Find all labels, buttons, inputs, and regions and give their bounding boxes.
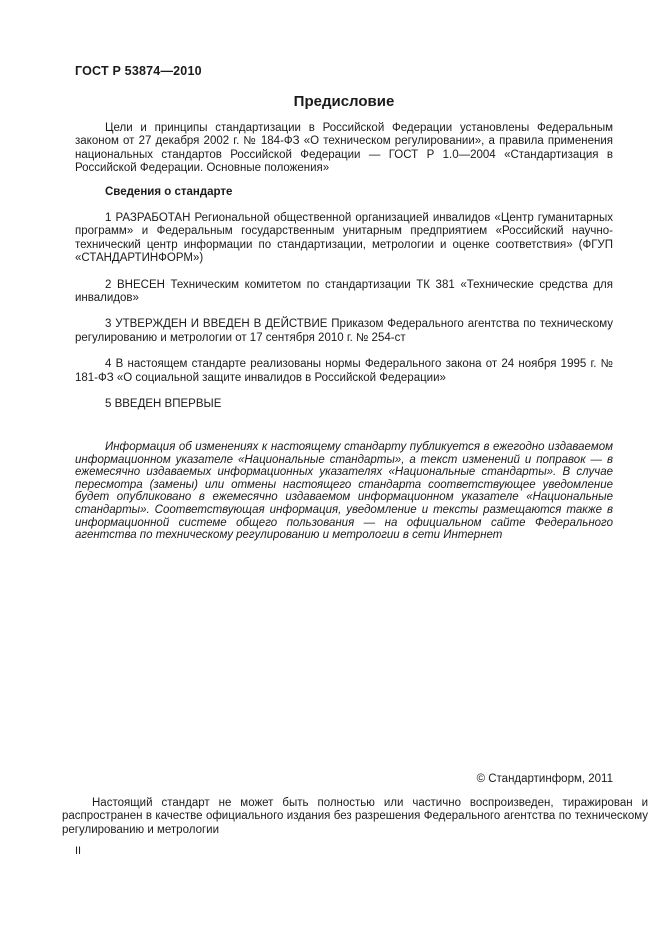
standard-info-item-4: 4 В настоящем стандарте реализованы нормы Федерального закона от 24 ноября 1995 г. № 181-ФЗ «О социальной защите инвалидов в Российской Федерации» [75, 358, 613, 384]
standard-info-item-5: 5 ВВЕДЕН ВПЕРВЫЕ [105, 398, 222, 411]
intro-paragraph: Цели и принципы стандартизации в Российской Федерации установлены Федеральным законом от 27 декабря 2002 г. № 184-ФЗ «О техническом регулировании», а правила применения национальных стандартов Российской Федерации — ГОСТ Р 1.0—2004 «Стандартизация в Российской Федерации. Основные положения» [75, 122, 613, 175]
document-body [75, 122, 613, 412]
section-heading: Сведения о стандарте [105, 185, 233, 198]
standard-info-item-3: 3 УТВЕРЖДЕН И ВВЕДЕН В ДЕЙСТВИЕ Приказом Федерального агентства по техническому регулированию и метрологии от 17 сентября 2010 г. № 254-ст [75, 318, 613, 344]
standard-info-item-1: 1 РАЗРАБОТАН Региональной общественной организацией инвалидов «Центр гуманитарных программ» и Федеральным государственным унитарным предприятием «Российский научно-технический центр информации по стандартизации, метрологии и оценке соответствия» (ФГУП «СТАНДАРТИНФОРМ») [75, 212, 613, 265]
reproduction-notice: Настоящий стандарт не может быть полностью или частично воспроизведен, тиражирован и распространен в качестве официального издания без разрешения Федерального агентства по техническому регулированию и метрологии [62, 797, 648, 836]
page-title: Предисловие [293, 93, 395, 110]
document-code: ГОСТ Р 53874—2010 [75, 64, 202, 78]
copyright-line: © Стандартинформ, 2011 [476, 773, 613, 785]
page-number: II [75, 845, 82, 857]
standard-info-item-2: 2 ВНЕСЕН Техническим комитетом по стандартизации ТК 381 «Технические средства для инвалидов» [75, 278, 613, 305]
amendment-info-note: Информация об изменениях к настоящему стандарту публикуется в ежегодно издаваемом информационном указателе «Национальные стандарты», а текст изменений и поправок — в ежемесячно издаваемых информационных указателях «Национальные стандарты». В случае пересмотра (замены) или отмены настоящего стандарта соответствующее уведомление будет опубликовано в ежемесячно издаваемом информационном указателе «Национальные стандарты». Соответствующая информация, уведомление и тексты размещаются также в информационной системе общего пользования — на официальном сайте Федерального агентства по техническому регулированию и метрологии в сети Интернет [75, 441, 613, 542]
